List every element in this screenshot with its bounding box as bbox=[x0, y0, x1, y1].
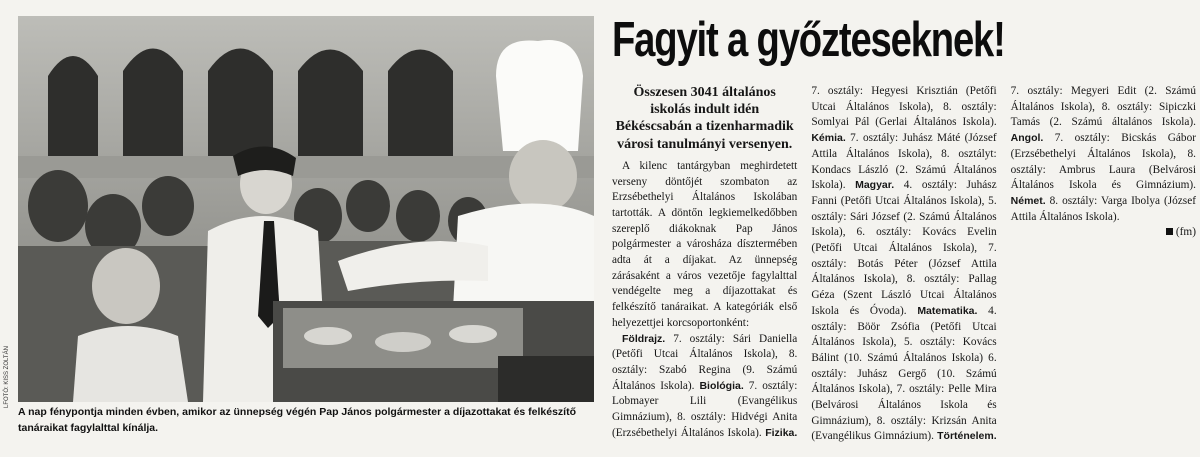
end-square-icon bbox=[1166, 228, 1173, 235]
result-subject: Biológia. bbox=[699, 379, 744, 392]
article-intro: A kilenc tantárgyban meghirdetett verseny döntőjét szombaton az Erzsébethelyi Általános Iskolában tartották. A döntőn legkiemelkedőbben szereplő diákoknak Pap János polgármester a városháza dísztermében adta át a díjakat. Az ünnepség zárásaként a város vezetője fagylalttal vendégelte meg a díjazottakat és felkészítő tanáraikat. A kategóriák első helyezettjei korcsoportonként: bbox=[612, 159, 798, 329]
result-text: 4. osztály: Juhász Fanni (Petőfi Utcai Általános Iskola), 5. osztály: Sári József (2. Számú Általános Iskola), 6. osztály: Kovács Evelin (Petőfi Utcai Általános Iskola), 7. osztály: Botás Péter (József Attila Általános Iskola), 8. osztály: Pallag Géza (Szent László Utcai Általános Iskola és Óvoda). bbox=[811, 179, 997, 317]
result-text: 7. osztály: Megyeri Edit (2. Számú Általános Iskola), 8. osztály: Sipiczki Tamás (2. Számú általános Iskola). bbox=[1010, 85, 1196, 129]
result-text: 7. osztály: Bicskás Gábor (Erzsébethelyi Általános Iskola), 8. osztály: Ambrus Laura (Belvárosi Általános Iskola és Gimnázium). bbox=[1010, 132, 1196, 192]
result-text: 7. osztály: Hegyesi Krisztián (Petőfi Utcai Általános Iskola), 8. osztály: Somlyai Pál (Gerlai Általános Iskola). bbox=[811, 85, 997, 129]
article-signature bbox=[1011, 225, 1196, 241]
photo-credit bbox=[2, 340, 16, 410]
photo-caption: A nap fénypontja minden évben, amikor az ünnepség végén Pap János polgármester a díjazottakat és felkészítő tanáraikat fagylalttal kínálja. bbox=[18, 406, 577, 434]
article-lead: Összesen 3041 általános iskolás indult idén Békéscsabán a tizenharmadik városi tanulmányi versenyen. bbox=[615, 85, 794, 152]
result-subject: Kémia. bbox=[811, 132, 846, 145]
result-text: 7. osztály: Lobmayer Lili (Evangélikus Gimnázium), 8. osztály: Hidvégi Anita (Erzsébethelyi Általános Iskola). bbox=[612, 379, 798, 439]
news-photo bbox=[18, 16, 594, 402]
result-text: 8. osztály: Varga Ibolya (József Attila Általános Iskola). bbox=[1010, 194, 1196, 223]
article-body bbox=[612, 84, 1196, 452]
result-subject: Fizika. bbox=[765, 426, 798, 439]
result-subject: Angol. bbox=[1010, 132, 1044, 145]
result-subject: Történelem. bbox=[937, 430, 997, 443]
result-subject: Földrajz. bbox=[622, 332, 666, 345]
article-headline: Fagyit a győzteseknek! bbox=[612, 13, 1005, 67]
photo-credit-text: LFOTÓ: KISS ZOLTÁN bbox=[4, 346, 10, 408]
result-text: 4. osztály: Böör Zsófia (Petőfi Utcai Általános Iskola), 5. osztály: Kovács Bálint (10. Számú Általános Iskola) 6. osztály: Juhász Gergő (10. Számú Általános Iskola), 7. osztály: Pelle Mira (Belvárosi Általános Iskola és Gimnázium), 8. osztály: Krizsán Anita (Evangélikus Gimnázium). bbox=[811, 304, 997, 443]
photo-illustration bbox=[18, 16, 594, 402]
result-text: 7. osztály: Sári Daniella (Petőfi Utcai Általános Iskola), 8. osztály: Szabó Regina (9. Számú Általános Iskola). bbox=[612, 332, 798, 392]
result-subject: Német. bbox=[1010, 194, 1046, 207]
result-subject: Magyar. bbox=[855, 179, 895, 192]
result-subject: Matematika. bbox=[917, 304, 978, 317]
signature-text: (fm) bbox=[1175, 226, 1196, 239]
result-text: 7. osztály: Juhász Máté (József Attila Általános Iskola), 8. osztályt: Kondacs László (2. Számú Általános Iskola). bbox=[811, 132, 997, 192]
